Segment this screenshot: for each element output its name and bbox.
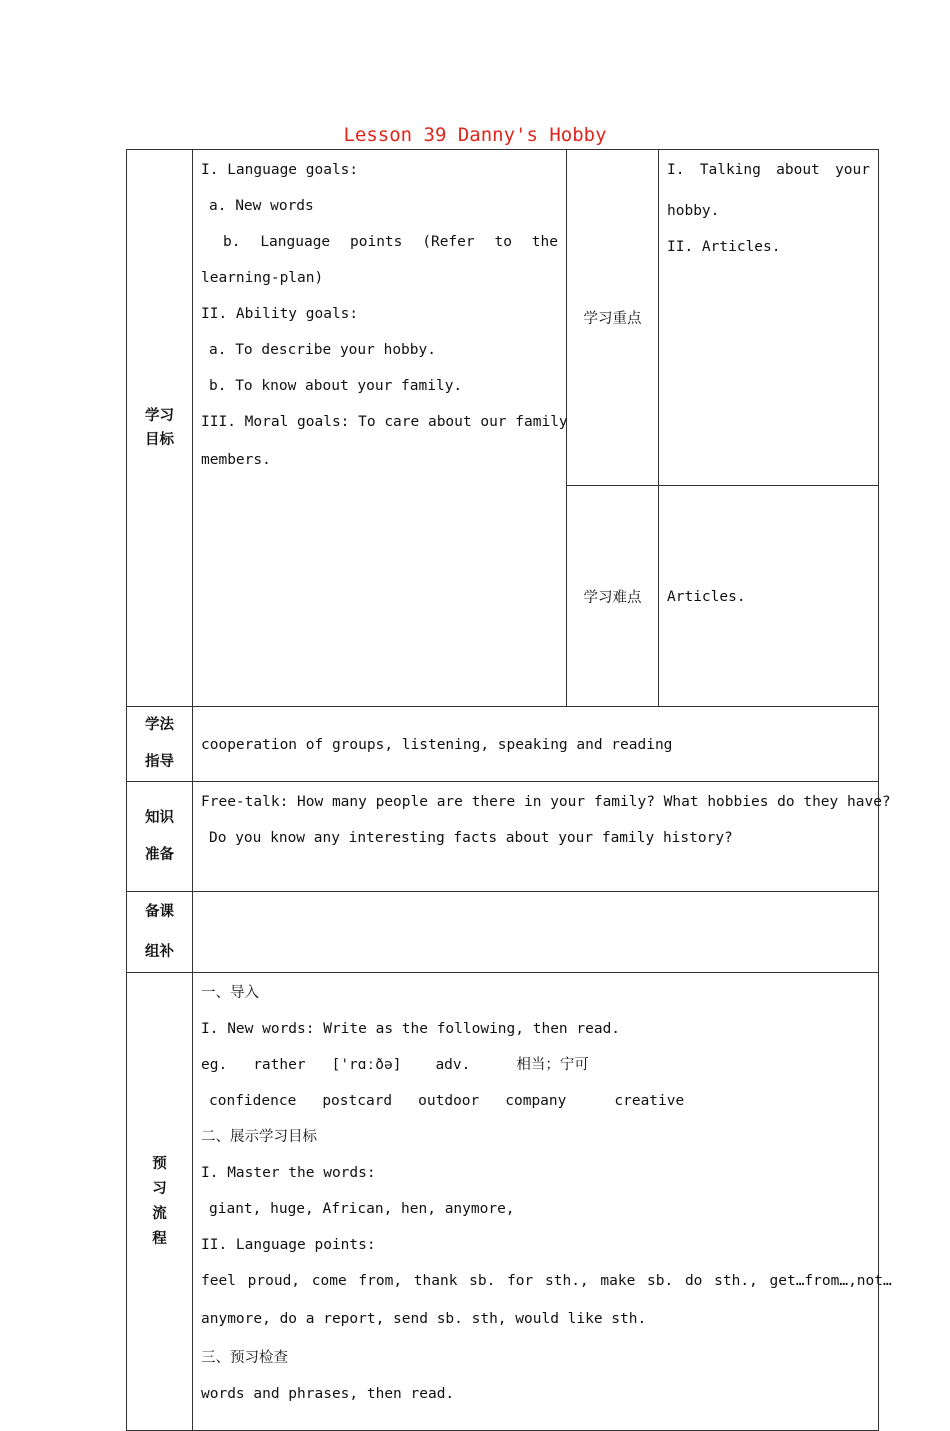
supplement-content xyxy=(193,892,879,973)
preview-line: I. New words: Write as the following, then read. xyxy=(201,1021,621,1037)
section-heading: 二、展示学习目标 xyxy=(201,1129,317,1145)
knowledge-line: Do you know any interesting facts about your family history? xyxy=(209,830,733,846)
goal-line: b. Language points (Refer to the xyxy=(223,234,558,250)
key-line: I. Talking about your xyxy=(667,162,870,178)
key-points-label: 学习重点 xyxy=(567,150,659,486)
key-line: II. Articles. xyxy=(667,239,781,255)
word-list: confidence postcard outdoor company creative xyxy=(209,1093,685,1109)
goal-line: III. Moral goals: To care about our family xyxy=(201,414,568,430)
key-line: hobby. xyxy=(667,203,720,219)
lesson-plan-table xyxy=(126,149,892,1431)
preview-line: feel proud, come from, thank sb. for sth., make sb. do sth., get…from…,not… xyxy=(201,1273,892,1289)
method-label: 学法 指导 xyxy=(127,707,193,782)
preview-line: giant, huge, African, hen, anymore, xyxy=(209,1201,515,1217)
supplement-label: 备课 组补 xyxy=(127,892,193,973)
goal-line: a. New words xyxy=(209,198,314,214)
example-line: eg. rather ['rɑːðə] adv. 相当；宁可 xyxy=(201,1057,589,1073)
preview-line: anymore, do a report, send sb. sth, would like sth. xyxy=(201,1311,647,1327)
preview-content xyxy=(193,973,892,1431)
goals-label: 学习 目标 xyxy=(127,150,193,707)
preview-label: 预 习 流 程 xyxy=(127,973,193,1431)
page-title: Lesson 39 Danny's Hobby xyxy=(343,124,607,146)
knowledge-label: 知识 准备 xyxy=(127,782,193,892)
preview-line: words and phrases, then read. xyxy=(201,1386,455,1402)
goals-content xyxy=(193,150,567,707)
goal-line: I. Language goals: xyxy=(201,162,359,178)
section-heading: 三、预习检查 xyxy=(201,1350,288,1366)
goal-line: II. Ability goals: xyxy=(201,306,359,322)
goal-line: b. To know about your family. xyxy=(209,378,463,394)
knowledge-line: Free-talk: How many people are there in your family? What hobbies do they have? xyxy=(201,794,891,810)
section-heading: 一、导入 xyxy=(201,985,259,1001)
goal-line: a. To describe your hobby. xyxy=(209,342,436,358)
goal-line: learning-plan) xyxy=(201,270,324,286)
difficulty-content: Articles. xyxy=(659,486,879,707)
knowledge-content xyxy=(193,782,891,892)
goal-line: members. xyxy=(201,452,271,468)
key-points-content xyxy=(659,150,879,486)
preview-line: I. Master the words: xyxy=(201,1165,376,1181)
difficulty-label: 学习难点 xyxy=(567,486,659,707)
preview-line: II. Language points: xyxy=(201,1237,376,1253)
method-content: cooperation of groups, listening, speaking and reading xyxy=(193,707,879,782)
